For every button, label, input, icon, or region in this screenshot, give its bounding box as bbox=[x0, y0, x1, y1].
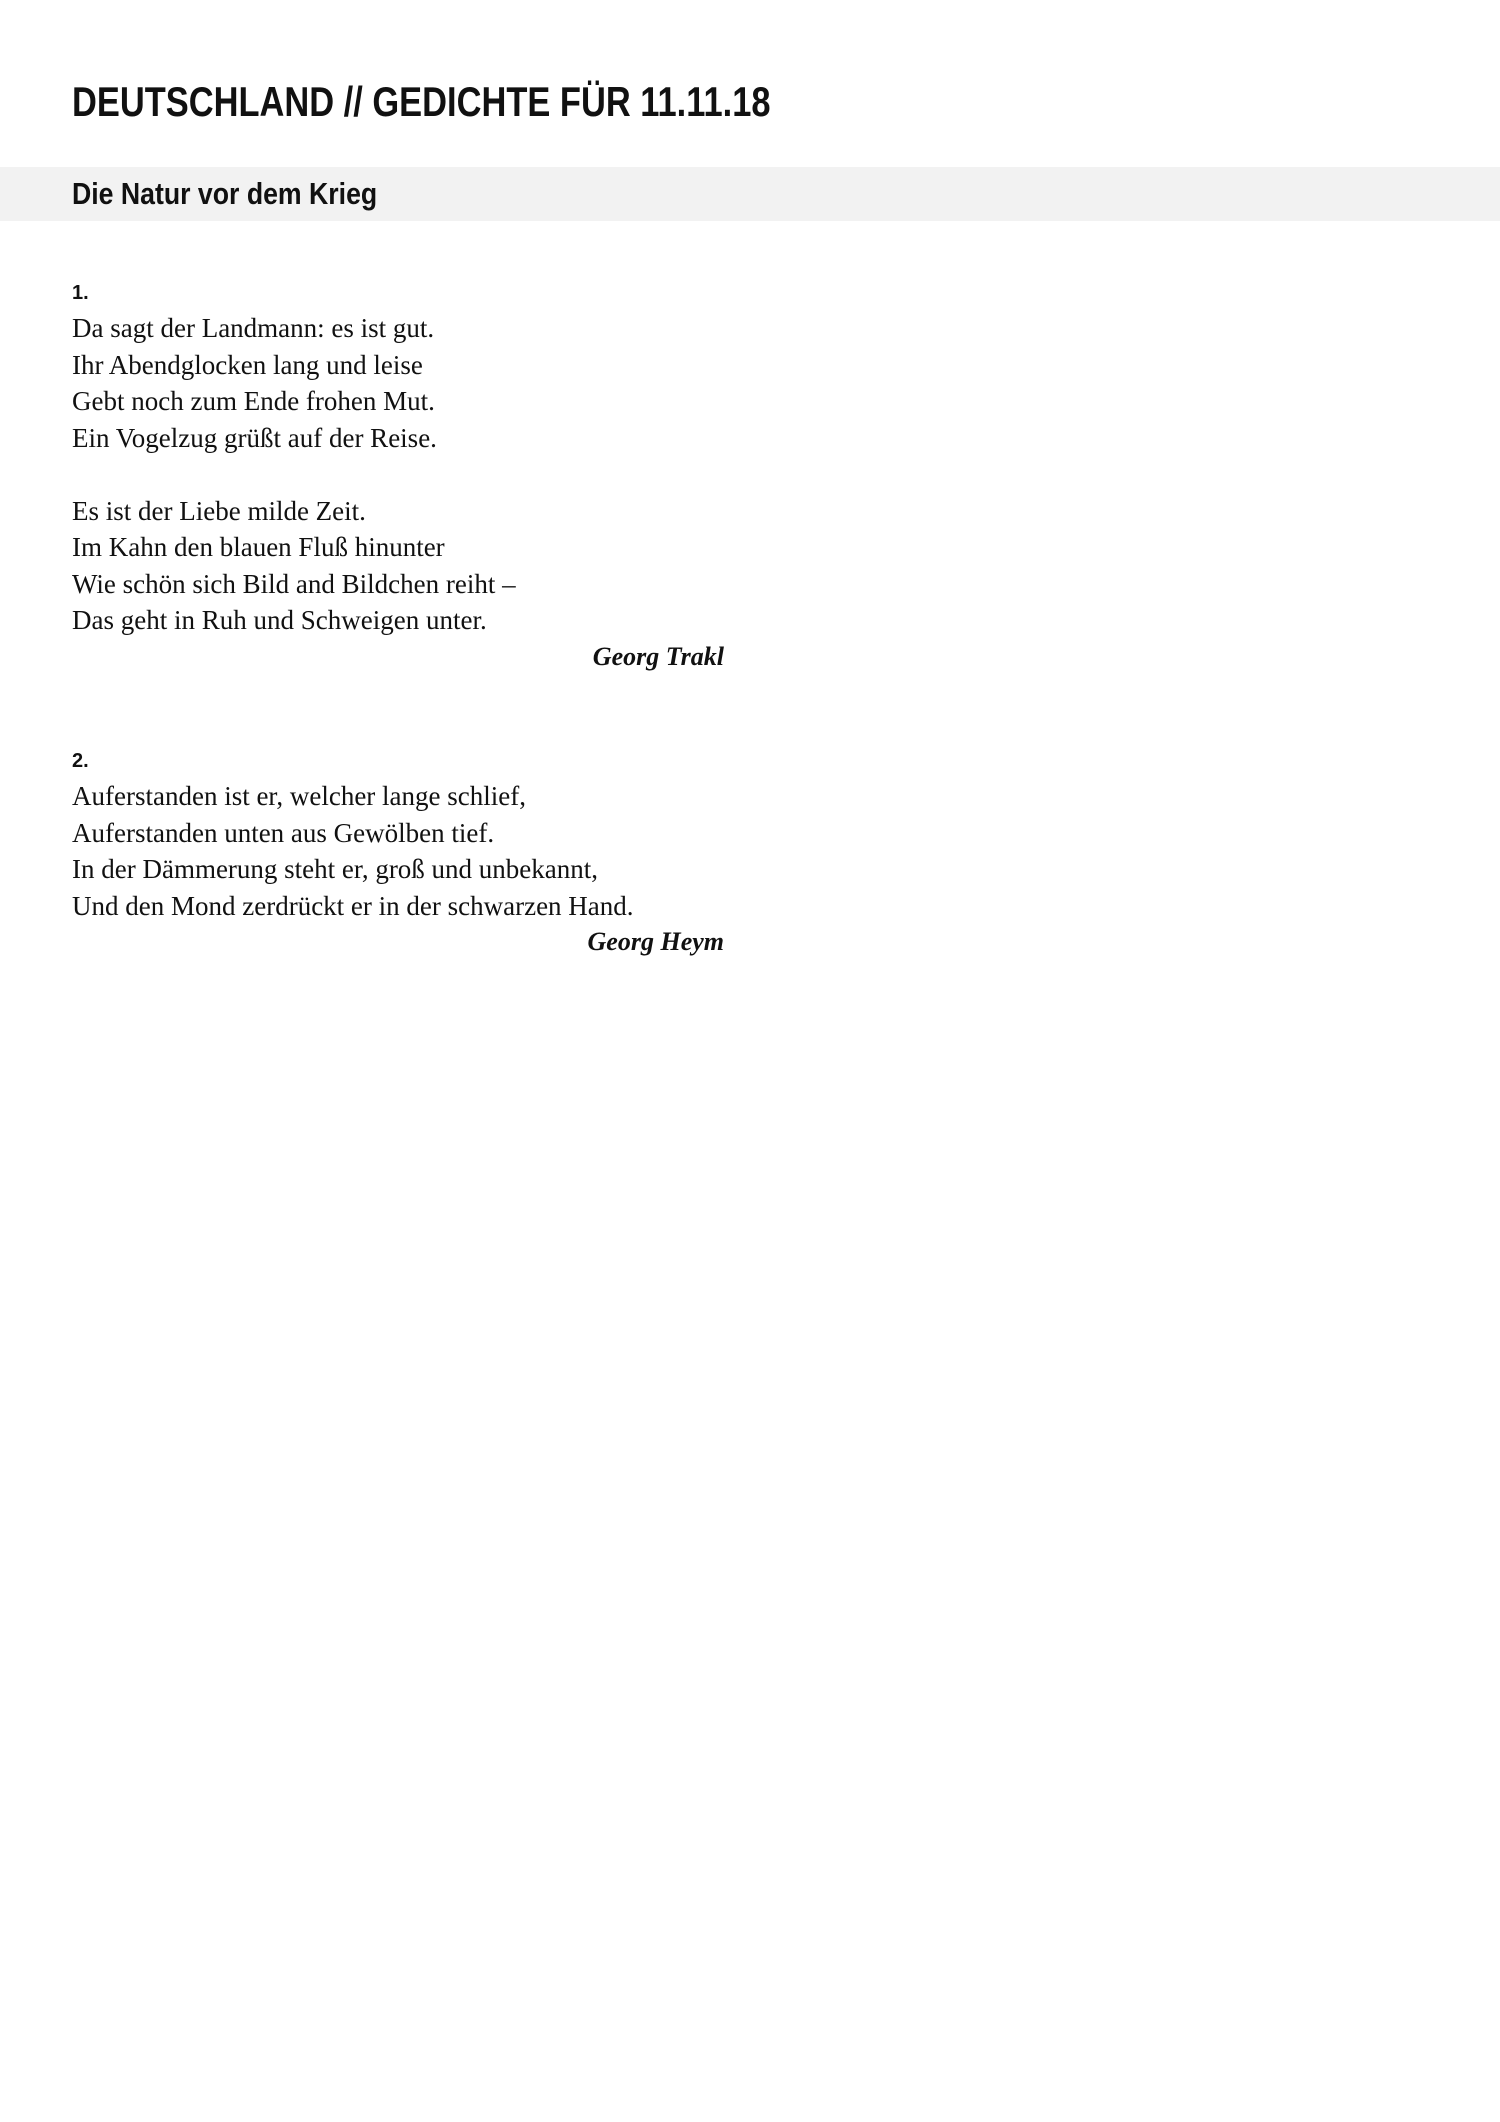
section-header-band bbox=[0, 167, 1500, 221]
section-heading: Die Natur vor dem Krieg bbox=[72, 176, 378, 211]
poem-2-stanza-1 bbox=[72, 778, 724, 924]
poem-author: Georg Trakl bbox=[592, 641, 724, 671]
poem-1 bbox=[72, 276, 724, 675]
poem-line: Auferstanden ist er, welcher lange schlief, bbox=[72, 781, 526, 811]
poem-number: 1. bbox=[72, 282, 89, 304]
poem-line: In der Dämmerung steht er, groß und unbekannt, bbox=[72, 854, 599, 884]
poem-number: 2. bbox=[72, 750, 89, 772]
poem-1-stanza-2 bbox=[72, 493, 724, 639]
poem-line: Und den Mond zerdrückt er in der schwarzen Hand. bbox=[72, 890, 634, 921]
page-title: DEUTSCHLAND // GEDICHTE FÜR 11.11.18 bbox=[72, 78, 771, 125]
poem-line: Da sagt der Landmann: es ist gut. bbox=[72, 313, 435, 343]
poem-author: Georg Heym bbox=[587, 927, 724, 956]
poem-line: Es ist der Liebe milde Zeit. bbox=[72, 495, 366, 526]
poem-line: Im Kahn den blauen Fluß hinunter bbox=[72, 532, 445, 562]
poem-line: Ein Vogelzug grüßt auf der Reise. bbox=[72, 422, 437, 453]
poem-1-stanza-1 bbox=[72, 310, 724, 456]
poem-line: Das geht in Ruh und Schweigen unter. bbox=[72, 605, 487, 635]
poem-line: Gebt noch zum Ende frohen Mut. bbox=[72, 386, 435, 416]
poem-2 bbox=[72, 744, 724, 960]
poem-line: Ihr Abendglocken lang und leise bbox=[72, 349, 423, 380]
poem-line: Auferstanden unten aus Gewölben tief. bbox=[72, 817, 495, 848]
poem-line: Wie schön sich Bild and Bildchen reiht – bbox=[72, 568, 516, 599]
